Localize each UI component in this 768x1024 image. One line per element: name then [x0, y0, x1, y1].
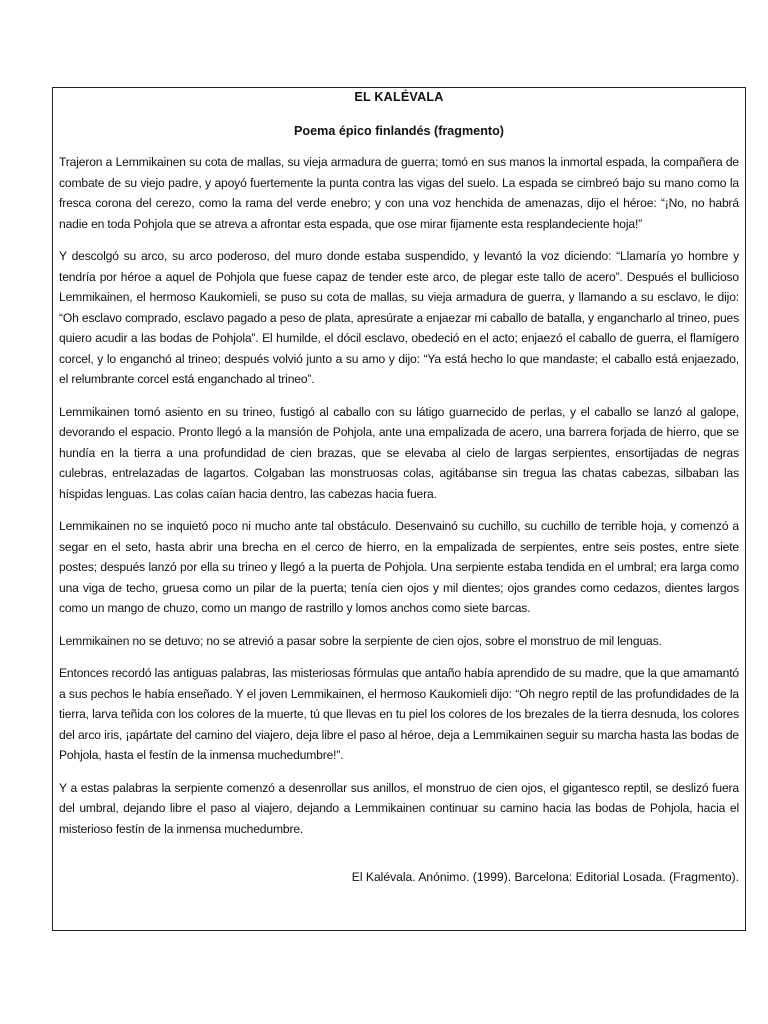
paragraph-3: Lemmikainen tomó asiento en su trineo, fustigó al caballo con su látigo guarnecido de perlas, y el caballo se lanzó al galope, devorando el espacio. Pronto llegó a la mansión de Pohjola, ante una empalizada de acero, una barrera forjada de hierro, que se hundía en la tierra a una profundidad de cien brazas, que se elevaba al cielo de largas serpientes, ensortijadas de negras culebras, entrelazadas de lagartos. Colgaban las monstruosas colas, agitábanse sin tregua las chatas cabezas, silbaban las híspidas lenguas. Las colas caían hacia dentro, las cabezas hacia fuera. [59, 404, 739, 501]
paragraph-2: Y descolgó su arco, su arco poderoso, del muro donde estaba suspendido, y levantó la voz diciendo: “Llamaría yo hombre y tendría por héroe a aquel de Pohjola que fuese capaz de tender este arco, de plegar este tallo de acero”. Después el bullicioso Lemmikainen, el hermoso Kaukomieli, se puso su cota de mallas, su vieja armadura de guerra, y llamando a su esclavo, le dijo: “Oh esclavo comprado, esclavo pagado a peso de plata, apresúrate a enjaezar mi caballo de batalla, y engancharlo al trineo, pues quiero acudir a las bodas de Pohjola”. El humilde, el dócil esclavo, obedeció en el acto; enjaezó el caballo de guerra, el flamígero corcel, y lo enganchó al trineo; después volvió junto a su amo y dijo: “Ya está hecho lo que mandaste; el caballo está enjaezado, el relumbrante corcel está enganchado al trineo”. [59, 249, 739, 386]
paragraph-1: Trajeron a Lemmikainen su cota de mallas, su vieja armadura de guerra; tomó en sus manos la inmortal espada, la compañera de combate de su viejo padre, y apoyó fuertemente la punta contra las vigas del suelo. La espada se cimbreó bajo su mano como la fresca corona del cerezo, como la rama del verde enebro; y con una voz henchida de amenazas, dijo el héroe: “¡No, no habrá nadie en toda Pohjola que se atreva a afrontar esta espada, que ose mirar fijamente esta resplandeciente hoja!” [59, 155, 739, 231]
paragraph-4: Lemmikainen no se inquietó poco ni mucho ante tal obstáculo. Desenvainó su cuchillo, su cuchillo de terrible hoja, y comenzó a segar en el seto, hasta abrir una brecha en el cerco de hierro, en la empalizada de serpientes, entre seis postes, entre siete postes; después lanzó por ella su trineo y llegó a la puerta de Pohjola. Una serpiente estaba tendida en el umbral; era larga como una viga de techo, gruesa como un pilar de la puerta; tenía cien ojos y mil dientes; ojos grandes como cedazos, dientes largos como un mango de chuzo, como un mango de rastrillo y lomos anchos como siete barcas. [59, 519, 739, 615]
document-subtitle: Poema épico finlandés (fragmento) [294, 124, 504, 138]
paragraph-7: Y a estas palabras la serpiente comenzó a desenrollar sus anillos, el monstruo de cien ojos, el gigantesco reptil, se deslizó fuera del umbral, dejando libre el paso al viajero, dejando a Lemmikainen continuar su camino hacia las bodas de Pohjola, hacia el misterioso festín de la inmensa muchedumbre. [59, 780, 739, 836]
document-title: EL KALÉVALA [354, 90, 444, 104]
paragraph-5: Lemmikainen no se detuvo; no se atrevió a pasar sobre la serpiente de cien ojos, sobre el monstruo de mil lenguas. [59, 633, 662, 648]
document-frame [52, 87, 746, 931]
source-citation: El Kalévala. Anónimo. (1999). Barcelona: Editorial Losada. (Fragmento). [351, 870, 739, 884]
paragraph-6: Entonces recordó las antiguas palabras, las misteriosas fórmulas que antaño había aprendido de su madre, que la que amamantó a sus pechos le había enseñado. Y el joven Lemmikainen, el hermoso Kaukomieli dijo: “Oh negro reptil de las profundidades de la tierra, larva teñida con los colores de la muerte, tú que llevas en tu piel los colores de los brezales de la tierra desnuda, los colores del arco iris, ¡apártate del camino del viajero, deja libre el paso al héroe, deja a Lemmikainen seguir su marcha hasta las bodas de Pohjola, hasta el festín de la inmensa muchedumbre!”. [59, 666, 739, 762]
